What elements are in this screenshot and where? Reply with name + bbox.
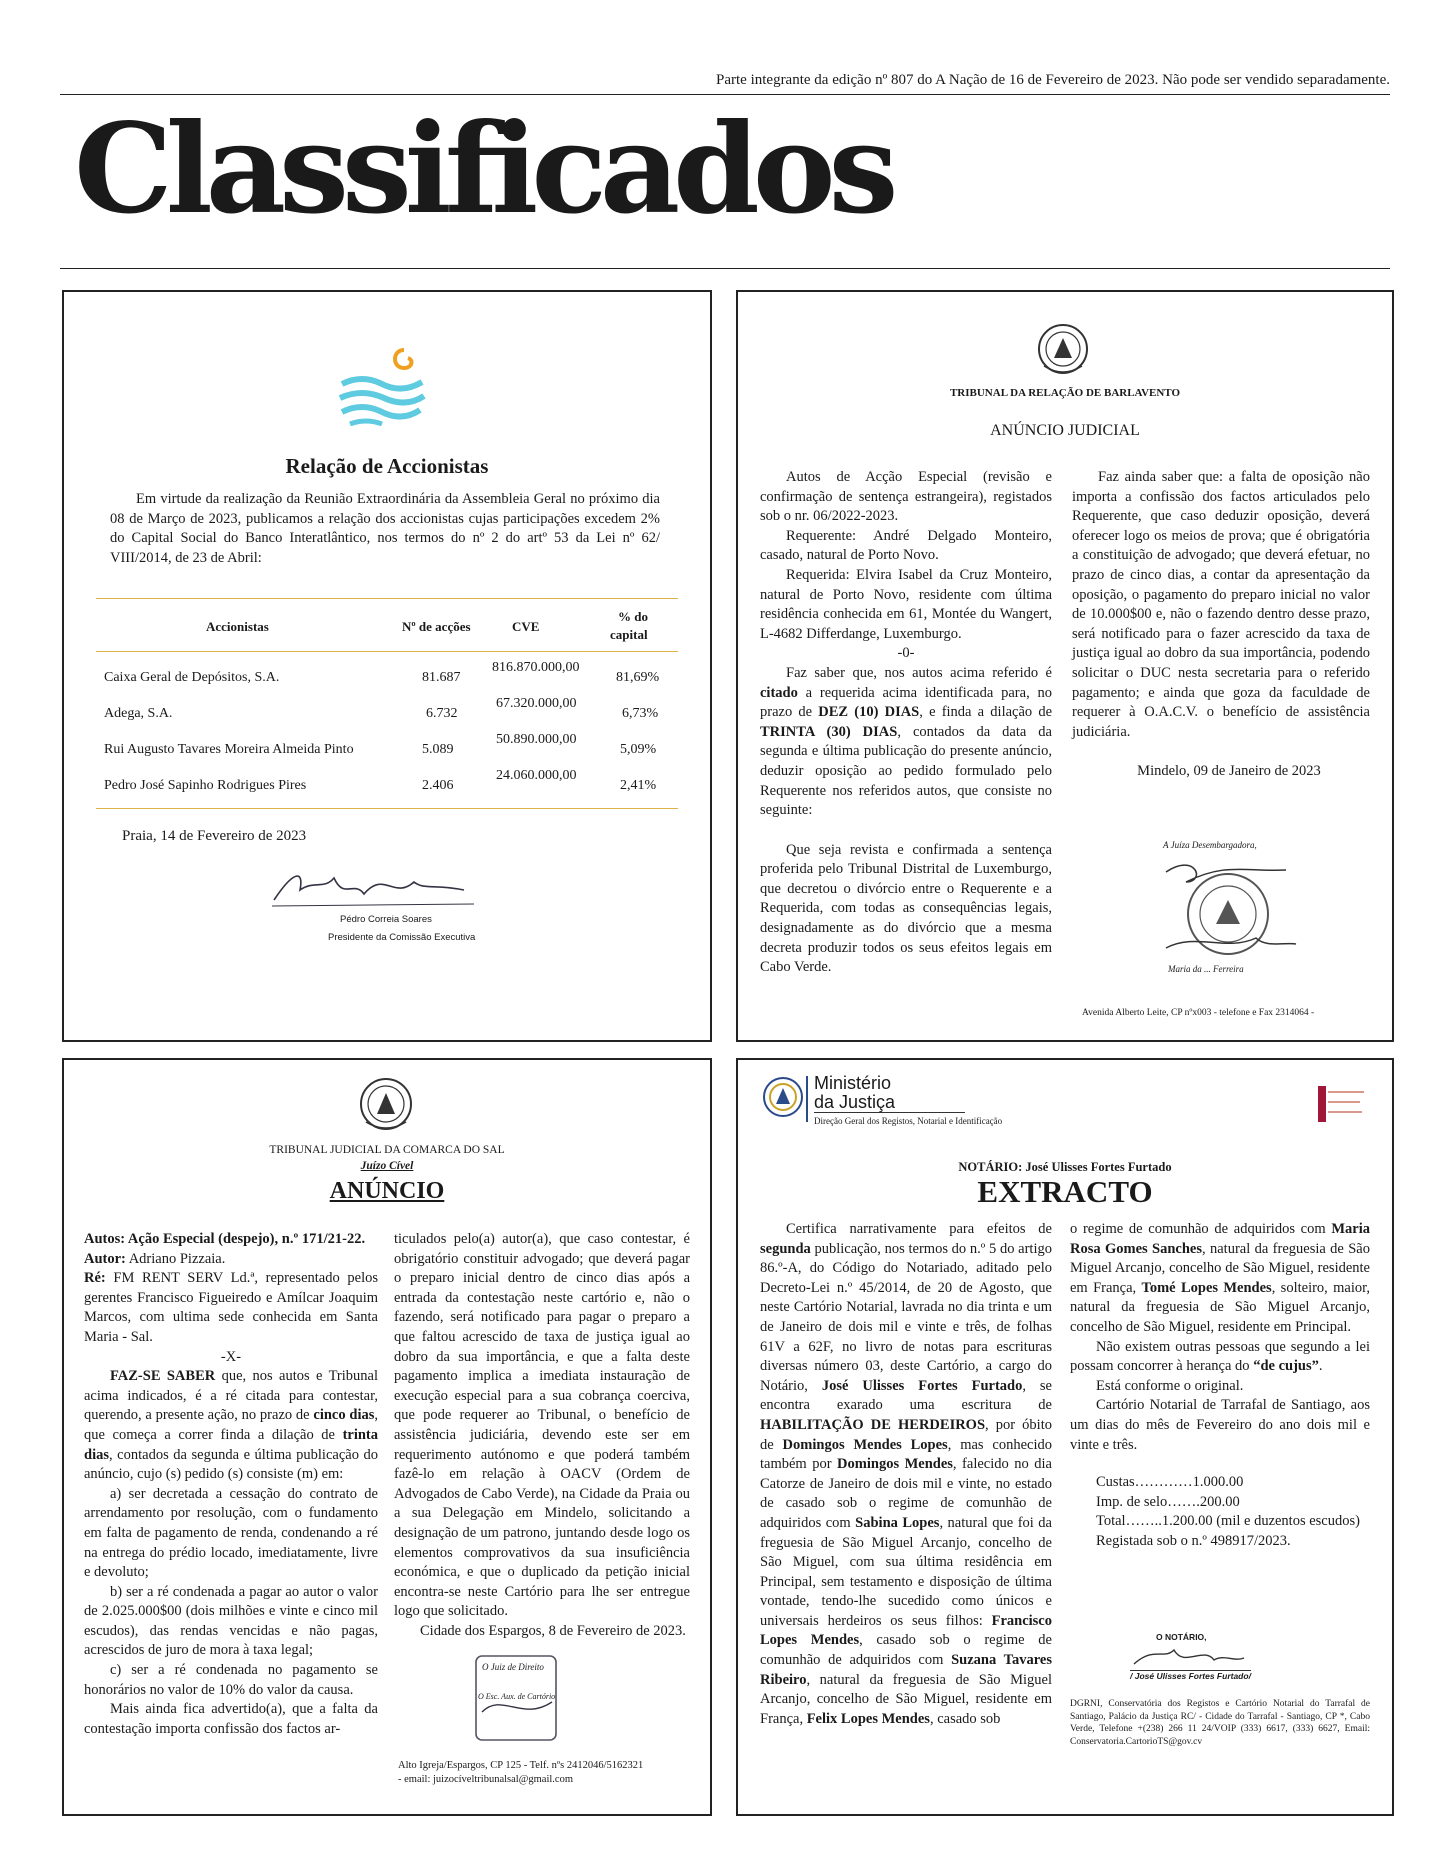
registry-logo-icon — [1314, 1082, 1368, 1126]
notary-extract — [736, 1058, 1394, 1816]
box4-right-column: o regime de comunhão de adquiridos com Maria Rosa Gomes Sanches, natural da freguesia de São Miguel Arcanjo, concelho de São Miguel, residente em França, Tomé Lopes Mendes, solteiro, maior, natural da freguesia de São Miguel Arcanjo, concelho de São Miguel, residente em Principal. Não existem outras pessoas que segundo a lei possam concorrer à herança do “de cujus”. Está conforme o original. Cartório Notarial de Tarrafal de Santiago, aos um dias do mês de Fevereiro do ano dois mil e vinte e três. Custas…………1.000.00 Imp. de selo…….200.00 Total……..1.200.00 (mil e duzentos escudos) Registada sob o n.º 498917/2023. — [1070, 1221, 1371, 1549]
box1-intro: Em virtude da realização da Reunião Extraordinária da Assembleia Geral no próximo dia 08 de Março de 2023, publicamos a relação dos accionistas cujas participações excedem 2% do Capital Social do Banco Interatlântico, nos termos do nº 2 do artº 53 da Lei nº 62/ VIII/2014, de 23 de Abril: — [110, 491, 660, 566]
box1-signer-role: Presidente da Comissão Executiva — [328, 932, 476, 943]
box3-title: ANÚNCIO — [329, 1178, 445, 1204]
box2-title: ANÚNCIO JUDICIAL — [990, 422, 1140, 439]
box3-footer2: - email: juizocíveltribunalsal@gmail.com — [398, 1774, 573, 1785]
shareholders-notice — [62, 290, 712, 1042]
edition-note: Parte integrante da edição nº 807 do A Nação de 16 de Fevereiro de 2023. Não pode ser vendido separadamente. — [716, 72, 1390, 88]
court-seal-icon — [354, 1074, 418, 1134]
box1-title: Relação de Accionistas — [285, 454, 489, 478]
box2-court: TRIBUNAL DA RELAÇÃO DE BARLAVENTO — [949, 387, 1181, 399]
box3-right-column: ticulados pelo(a) autor(a), que caso contestar, é obrigatório constituir advogado; que deverá pagar o preparo inicial dentro de cinco dias após a entrada da contestação neste cartório e, não o fazendo, será notificado para pagar o preparo a que faltou acrescido de taxa de justiça igual ao dobro da sua importância, e que a falta deste pagamento implica a imediata instauração de execução especial para a sua cobrança coerciva, que pode requerer ao Tribunal, o benefício de assistência judiciária, devendo este ser em requerimento autónomo e que poderá também fazê-lo em relação à OACV (Ordem de Advogados de Cabo Verde), na Cidade da Praia ou a sua Delegação em Mindelo, solicitando a designação de um patrono, juntando desde logo os elementos comprovativos da sua insuficiência económica, e que o duplicado da petição inicial encontra-se neste Cartório para lhe ser entregue logo que solicitado. Cidade dos Espargos, 8 de Fevereiro de 2023. — [394, 1231, 690, 1639]
top-rule — [60, 94, 1390, 95]
box4-footer: DGRNI, Conservatória dos Registos e Cartório Notarial do Tarrafal de Santiago, Palácio da Justiça RC/ - Cidade do Tarrafal - Santiago, CP *, Cabo Verde, Telefone +(238) 266 11 24/VOIP (333) 6617, (333) 6627, Email: Conservatoria.CartorioTS@gov.cv — [1070, 1699, 1370, 1747]
box2-sig-bottom: Maria da ... Ferreira — [1168, 964, 1244, 974]
box1-date: Praia, 14 de Fevereiro de 2023 — [122, 828, 307, 844]
masthead: Classificados — [74, 97, 892, 242]
box1-signer: Pédro Correia Soares — [340, 914, 432, 925]
box3-left-column: Autos: Ação Especial (despejo), n.º 171/21-22. Autor: Adriano Pizzaia. Ré: FM RENT SERV Ld.ª, representado pelos gerentes Francisco Figueiredo e Amílcar Joaquim Marcos, com ultima sede conhecida em Santa Maria - Sal. -X- FAZ-SE SABER que, nos autos e Tribunal acima indicados, é a ré citada para contestar, querendo, a presente ação, no prazo de cinco dias, que começa a correr finda a dilação de trinta dias, contados da segunda e última publicação do anúncio, cujo (s) pedido (s) consiste (m) em: a) ser decretada a cessação do contrato de arrendamento por resolução, com o fundamento em falta de pagamento de renda, condenando a ré na entrega do prédio locado, imediatamente, livre e devoluto; b) ser a ré condenada a pagar ao autor o valor de 2.025.000$00 (dois milhões e vinte e cinco mil escudos), das rendas vencidas e não pagas, acrescidos de juro de mora à taxa legal; c) ser a ré condenada no pagamento se honorários no valor de 10% do valor da causa. Mais ainda fica advertido(a), que a falta da contestação importa confissão dos factos ar- — [84, 1231, 379, 1737]
box3-court: TRIBUNAL JUDICIAL DA COMARCA DO SAL — [269, 1144, 505, 1156]
box2-footer: Avenida Alberto Leite, CP nºx003 - telefone e Fax 2314064 - — [1082, 1008, 1315, 1018]
signature-icon — [264, 860, 484, 916]
stamp-signature-icon — [1146, 852, 1306, 962]
box4-title: EXTRACTO — [977, 1174, 1153, 1209]
ministry-sub: Direção Geral dos Registos, Notarial e Identificação — [814, 1116, 1003, 1126]
court-seal-icon — [1032, 320, 1094, 378]
notary-signature-icon — [1124, 1640, 1254, 1674]
box3-sig-judge: O Juiz de Direito — [482, 1662, 544, 1672]
box3-footer1: Alto Igreja/Espargos, CP 125 - Telf. nºs 2412046/5162321 — [398, 1760, 644, 1771]
table-row: Pedro José Sapinho Rodrigues Pires 2.406 24.060.000,00 2,41% — [104, 768, 657, 793]
judicial-notice-sal — [62, 1058, 712, 1816]
box3-sig-clerk: O Esc. Aux. de Cartório — [478, 1692, 556, 1701]
table-row: Caixa Geral de Depósitos, S.A. 81.687 816.870.000,00 81,69% — [104, 660, 660, 685]
ministry-name-2: da Justiça — [814, 1093, 965, 1113]
bank-logo-icon — [332, 344, 442, 426]
box4-sig-title: O NOTÁRIO, — [1156, 1632, 1207, 1642]
box4-notary: NOTÁRIO: José Ulisses Fortes Furtado — [958, 1160, 1172, 1174]
box3-court-sub: Juízo Cível — [360, 1160, 414, 1172]
ministry-seal-icon — [762, 1076, 804, 1118]
box4-left-column: Certifica narrativamente para efeitos de segunda publicação, nos termos do n.º 5 do artigo 86.º-A, do Código do Notariado, aditado pelo Decreto-Lei n.º 45/2014, de 20 de Agosto, que neste Cartório Notarial, lavrada no dia trinta e um de Janeiro de dois mil e vinte e três, de folhas 61V a 62F, no livro de notas para escrituras diversas número 03, deste Cartório, a cargo do Notário, José Ulisses Fortes Furtado, se encontra exarado uma escritura de HABILITAÇÃO DE HERDEIROS, por óbito de Domingos Mendes Lopes, mas conhecido também por Domingos Mendes, falecido no dia Catorze de Janeiro de dois mil e vinte, no estado de casado sob o regime de comunhão de adquiridos com Sabina Lopes, natural que foi da freguesia de São Miguel Arcanjo, concelho de São Miguel, com sua última residência em Principal, sem testamento e disposição de última vontade, tendo-lhe sucedido como únicos e universais herdeiros os seus filhos: Francisco Lopes Mendes, casado sob o regime de comunhão de adquiridos com Suzana Tavares Ribeiro, natural da freguesia de São Miguel Arcanjo, concelho de São Miguel, residente em França, Felix Lopes Mendes, casado sob — [760, 1221, 1052, 1727]
box2-sig-top: A Juíza Desembargadora, — [1163, 840, 1257, 850]
table-row: Rui Augusto Tavares Moreira Almeida Pinto 5.089 50.890.000,00 5,09% — [104, 732, 657, 757]
table-row: Adega, S.A. 6.732 67.320.000,00 6,73% — [104, 696, 659, 721]
ministry-name-1: Ministério — [814, 1073, 892, 1093]
shareholders-table — [96, 598, 678, 809]
masthead-rule — [60, 268, 1390, 269]
box2-right-column: Faz ainda saber que: a falta de oposição não importa a confissão dos factos articulados pelo Requerente, que caso deduzir oposição, deverá oferecer logo os meios de prova; que é obrigatória a constituição de advogado; que deverá efetuar, no prazo de cinco dias, a contar da apresentação da oposição, o pagamento do preparo inicial no valor de 10.000$00 e, não o fazendo dentro desse prazo, será notificado para o fazer acrescido da taxa de justiça igual ao dobro da sua importância, podendo solicitar o DUC nesta secretaria para o referido pagamento; e ainda que goza da faculdade de requerer à O.A.C.V. o benefício de assistência judiciária. Mindelo, 09 de Janeiro de 2023 — [1072, 469, 1370, 780]
judicial-notice-barlavento — [736, 290, 1394, 1042]
box4-sig-name: / José Ulisses Fortes Furtado/ — [1130, 1671, 1251, 1681]
table-header: Accionistas Nº de acções CVE % do capital — [206, 609, 648, 642]
ministry-divider — [806, 1076, 808, 1122]
box2-left-column: Autos de Acção Especial (revisão e confirmação de sentença estrangeira), registados sob o nr. 06/2022-2023. Requerente: André Delgado Monteiro, casado, natural de Porto Novo. Requerida: Elvira Isabel da Cruz Monteiro, natural de Porto Novo, residente com última residência conhecida em 61, Montée du Wangert, L-4682 Differdange, Luxemburgo. -0- Faz saber que, nos autos acima referido é citado a requerida acima identificada para, no prazo de DEZ (10) DIAS, e finda a dilação de TRINTA (30) DIAS, contados da data da segunda e última publicação do presente anúncio, deduzir oposição ao pedido formulado pelo Requerente nos referidos autos, que consiste no seguinte: Que seja revista e confirmada a sentença proferida pelo Tribunal Distrital de Luxemburgo, que decretou o divórcio entre o Requerente e a Requerida, com todas as consequências legais, designadamente as do divórcio que a mesma decreta produzir todos os seus efeitos legais em Cabo Verde. — [760, 469, 1053, 976]
